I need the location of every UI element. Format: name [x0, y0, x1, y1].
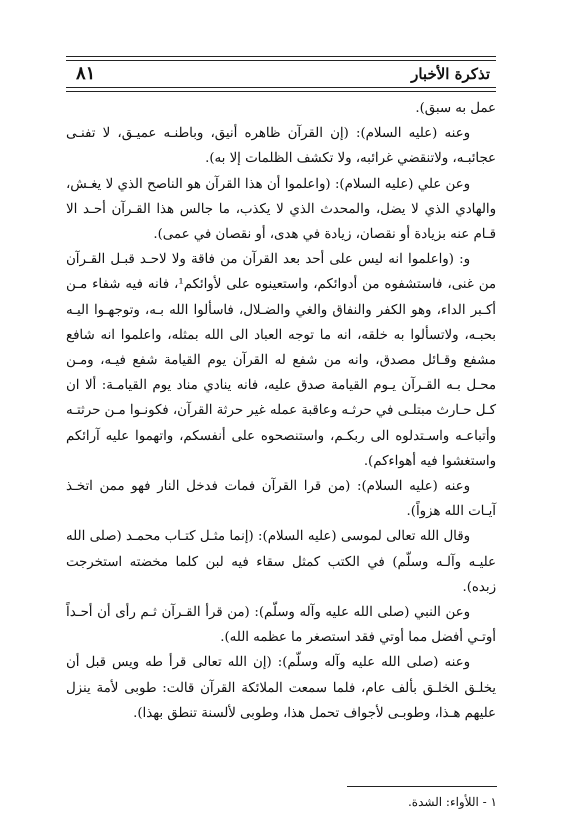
paragraph-continuation: عمل به سبق). — [415, 101, 496, 116]
paragraph: وعنه (عليه السلام): (من قرا القرآن فمات فدخل النار فهو ممن اتخـذ آيـات الله هزواً). — [66, 479, 496, 520]
footnote: ١ - اللأواء: الشدة. — [407, 795, 497, 809]
header-rule-bottom — [66, 87, 496, 88]
paragraph: وعنه (عليه السلام): (إن القرآن ظاهره أنيق، وباطنـه عميـق، لا تفنـى عجائبـه، ولاتنقضي غرائبه، ولا تكشف الظلمات إلا به). — [66, 126, 496, 167]
body-text — [66, 96, 496, 726]
paragraph: و: (واعلموا انه ليس على أحد بعد القرآن من فاقة ولا لاحـد قبـل القـرآن من غنى، فاستشفوه من أدوائكم، واستعينوه على لأوائكم¹، فانه فيه شفاء مـن أكـبر الداء، وهو الكفر والنفاق والغي والضـلال، فاسألوا الله بـه، وتوجهـوا اليـه بحبـه، ولاتسألوا به خلقه، انه ما توجه العباد الى الله بمثله، واعلموا انه شافع مشفع وقـائل مصدق، وانه من شفع له القرآن يوم القيامة شفع فيـه، ومـن محـل بـه القـرآن يـوم القيامة صدق عليه، فانه ينادي مناد يوم القيامـة: ألا ان كـل حـارث مبتلـى في حرثـه وعاقبة عمله غير حرثة القرآن، فكونـوا مـن حرثتـه وأتباعـه واسـتدلوه الى ربكـم، واستنصحوه على أنفسكم، واتهموا عليه آرائكم واستغشوا فيه أهواءكم). — [66, 252, 497, 469]
header-rule-top — [66, 60, 496, 61]
paragraph: وعن النبي (صلى الله عليه وآله وسلّم): (من قرأ القـرآن ثـم رأى أن أحـداً أوتـي أفضل مما أوتي فقد استصغر ما عظمه الله). — [66, 605, 496, 646]
paragraph: وقال الله تعالى لموسى (عليه السلام): (إنما مثـل كتـاب محمـد (صلى الله عليـه وآلـه وسلّم) في الكتب كمثل سقاء فيه لبن كلما مخضته استخرجت زبده). — [66, 529, 496, 595]
page-header — [66, 56, 496, 92]
running-title: تذكرة الأخبار — [411, 65, 490, 83]
footnote-separator — [347, 786, 497, 787]
paragraph: وعن علي (عليه السلام): (واعلموا أن هذا القرآن هو الناصح الذي لا يغـش، والهادي الذي لا يضل، والمحدث الذي لا يكذب، ما جالس هذا القـرآن أحـد الا قـام عنه بزيادة أو نقصان، زيادة في هدى، أو نقصان في عمى). — [66, 176, 496, 243]
paragraph: وعنه (صلى الله عليه وآله وسلّم): (إن الله تعالى قرأ طه ويس قبل أن يخلـق الخلـق بألف عام، فلما سمعت الملائكة القرآن قالت: طوبى لأمة ينزل عليهم هـذا، وطوبـى لأجواف تحمل هذا، وطوبى لألسنة تنطق بهذا). — [66, 655, 496, 721]
page-number: ٨١ — [76, 63, 96, 84]
